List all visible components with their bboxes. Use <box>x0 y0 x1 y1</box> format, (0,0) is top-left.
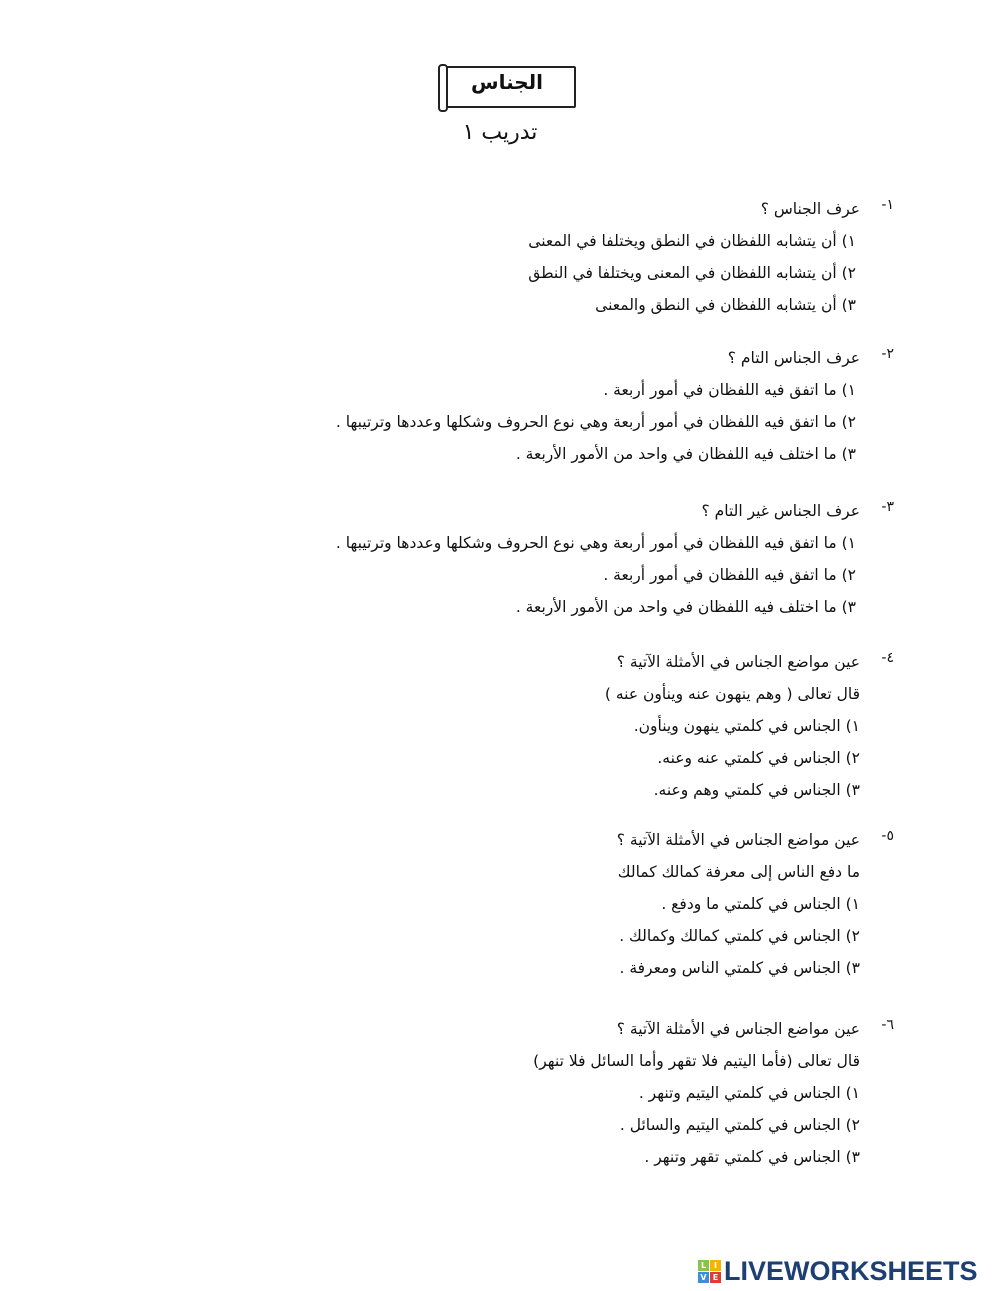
answer-option[interactable]: ١) الجناس في كلمتي ينهون وينأون. <box>633 717 860 735</box>
question-number: ٥- <box>881 828 894 844</box>
question-example: قال تعالى (فأما اليتيم فلا تقهر وأما السائل فلا تنهر) <box>533 1052 860 1070</box>
answer-option[interactable]: ٣) ما اختلف فيه اللفظان في واحد من الأمور الأربعة . <box>515 598 856 616</box>
answer-option[interactable]: ٣) الجناس في كلمتي وهم وعنه. <box>653 781 860 799</box>
question-block <box>160 828 894 988</box>
answer-option[interactable]: ٢) الجناس في كلمتي اليتيم والسائل . <box>619 1116 860 1134</box>
logo-squares: L I V E <box>698 1260 721 1283</box>
question-number: ٣- <box>881 499 894 515</box>
question-text: عرف الجناس التام ؟ <box>727 349 860 367</box>
answer-option[interactable]: ٢) ما اتفق فيه اللفظان في أمور أربعة . <box>603 566 856 584</box>
answer-option[interactable]: ١) ما اتفق فيه اللفظان في أمور أربعة وهي نوع الحروف وشكلها وعددها وترتيبها . <box>335 534 856 552</box>
question-block <box>160 346 894 474</box>
question-block <box>160 499 894 627</box>
answer-option[interactable]: ١) الجناس في كلمتي ما ودفع . <box>661 895 860 913</box>
title-scroll-banner <box>438 62 576 110</box>
answer-option[interactable]: ٣) الجناس في كلمتي الناس ومعرفة . <box>619 959 860 977</box>
answer-option[interactable]: ١) ما اتفق فيه اللفظان في أمور أربعة . <box>603 381 856 399</box>
question-block <box>160 1017 894 1177</box>
answer-option[interactable]: ٣) الجناس في كلمتي تقهر وتنهر . <box>644 1148 860 1166</box>
question-number: ٦- <box>881 1017 894 1033</box>
answer-option[interactable]: ٣) أن يتشابه اللفظان في النطق والمعنى <box>595 296 856 314</box>
question-block <box>160 650 894 810</box>
answer-option[interactable]: ٢) ما اتفق فيه اللفظان في أمور أربعة وهي نوع الحروف وشكلها وعددها وترتيبها . <box>335 413 856 431</box>
worksheet-subtitle: تدريب ١ <box>462 120 538 145</box>
question-number: ٤- <box>881 650 894 666</box>
answer-option[interactable]: ٣) ما اختلف فيه اللفظان في واحد من الأمور الأربعة . <box>515 445 856 463</box>
question-text: عرف الجناس ؟ <box>760 200 860 218</box>
answer-option[interactable]: ١) أن يتشابه اللفظان في النطق ويختلفا في المعنى <box>528 232 856 250</box>
question-example: ما دفع الناس إلى معرفة كمالك كمالك <box>617 863 860 881</box>
question-text: عرف الجناس غير التام ؟ <box>701 502 860 520</box>
question-example: قال تعالى ( وهم ينهون عنه وينأون عنه ) <box>604 685 860 703</box>
worksheet-title: الجناس <box>470 70 544 94</box>
question-text: عين مواضع الجناس في الأمثلة الآتية ؟ <box>616 1020 860 1038</box>
answer-option[interactable]: ٢) أن يتشابه اللفظان في المعنى ويختلفا في النطق <box>528 264 856 282</box>
question-text: عين مواضع الجناس في الأمثلة الآتية ؟ <box>616 831 860 849</box>
answer-option[interactable]: ١) الجناس في كلمتي اليتيم وتنهر . <box>638 1084 860 1102</box>
logo-text: LIVEWORKSHEETS <box>724 1256 978 1286</box>
question-number: ٢- <box>881 346 894 362</box>
answer-option[interactable]: ٢) الجناس في كلمتي كمالك وكمالك . <box>619 927 860 945</box>
question-block <box>160 197 894 325</box>
question-text: عين مواضع الجناس في الأمثلة الآتية ؟ <box>616 653 860 671</box>
question-number: ١- <box>881 197 894 213</box>
liveworksheets-logo <box>698 1256 978 1287</box>
answer-option[interactable]: ٢) الجناس في كلمتي عنه وعنه. <box>657 749 860 767</box>
